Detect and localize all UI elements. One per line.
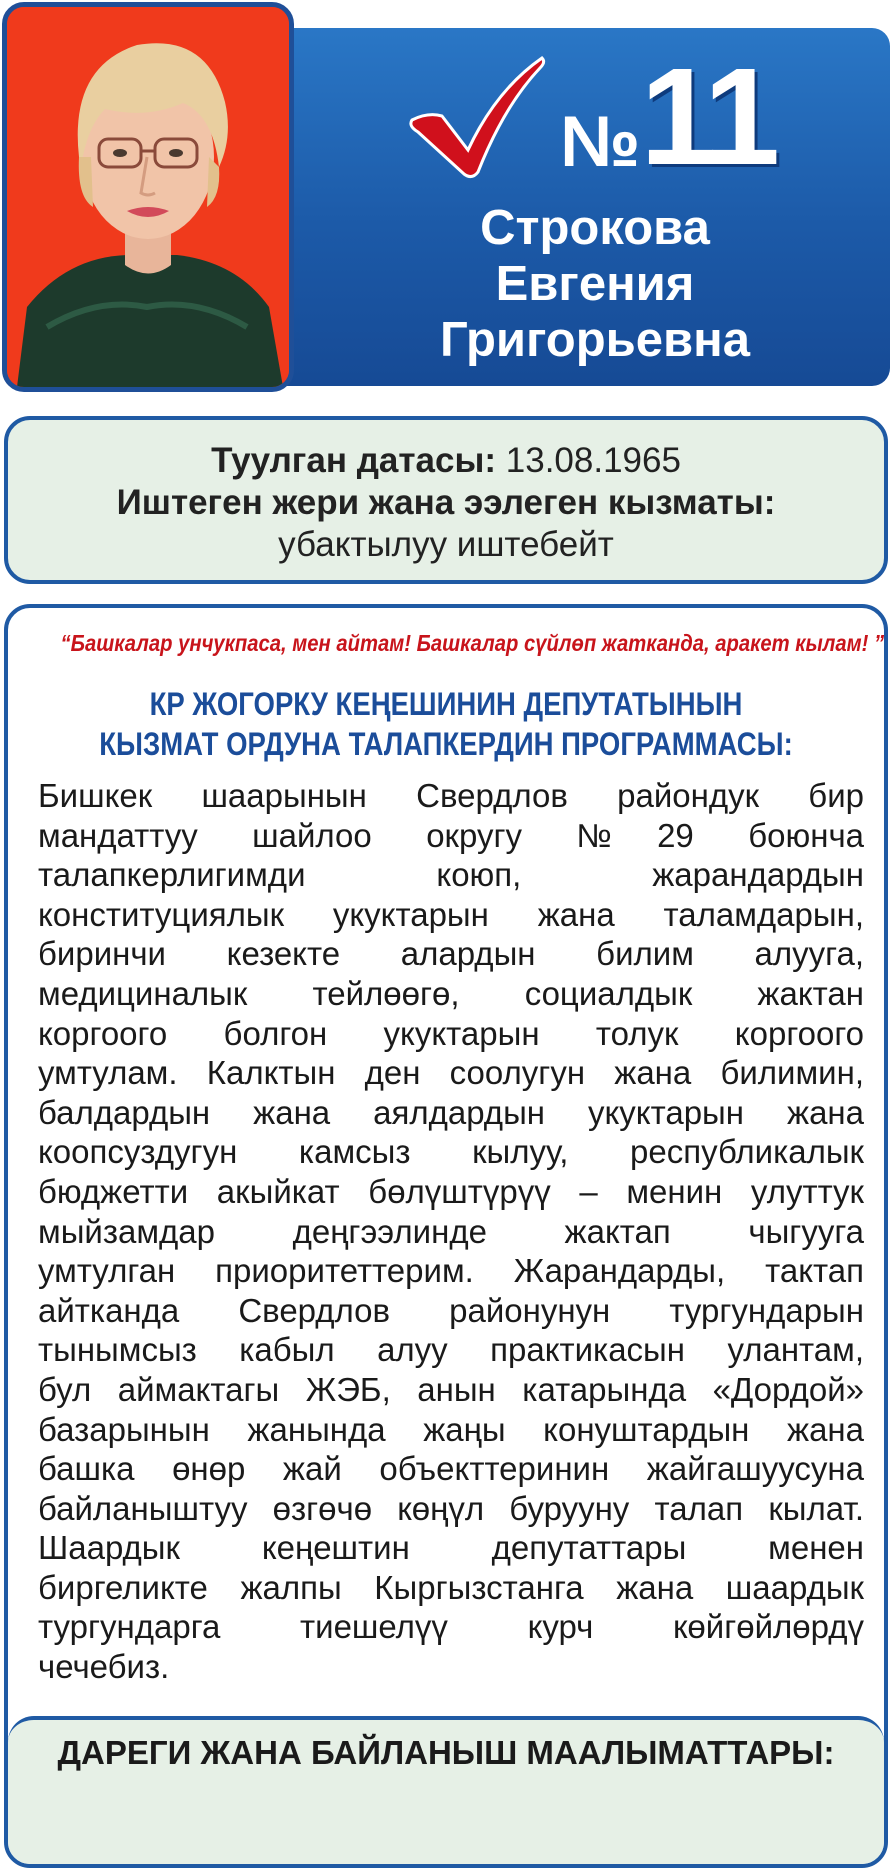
program-line: бюджетти акыйкат бөлүштүрүү – менин улуттук xyxy=(38,1172,864,1210)
program-line: талапкерлигимди коюп, жарандардын xyxy=(38,856,864,894)
program-line: базарынын жанында жаңы конуштардын жана xyxy=(38,1410,864,1448)
slogan: “Башкалар унчукпаса, мен айтам! Башкалар сүйлөп жатканда, аракет кылам! ” xyxy=(60,630,885,656)
patronymic: Григорьевна xyxy=(440,313,750,367)
candidate-name xyxy=(360,200,830,368)
program-line: башка өнөр жай объекттеринин жайгашуусуна xyxy=(38,1450,864,1488)
first-name: Евгения xyxy=(495,257,695,311)
program-line: коргоого болгон укуктарын толук коргоого xyxy=(38,1014,864,1052)
program-line: коопсуздугун камсыз кылуу, республикалык xyxy=(38,1133,864,1171)
program-line: конституциялык укуктарын жана таламдарын, xyxy=(38,895,864,933)
program-line: биринчи кезекте алардын билим алууга, xyxy=(38,935,864,973)
program-line: тургундарга тиешелүү курч көйгөйлөрдү xyxy=(38,1608,864,1646)
contacts-title: ДАРЕГИ ЖАНА БАЙЛАНЫШ МААЛЫМАТТАРЫ: xyxy=(57,1734,835,1771)
number-value: 11 xyxy=(640,40,775,194)
program-panel xyxy=(4,604,888,1868)
work-label: Иштеген жери жана ээлеген кызматы: xyxy=(116,483,776,522)
program-line: мыйзамдар деңгээлинде жактап чыгууга xyxy=(38,1212,864,1250)
candidate-number xyxy=(560,40,860,194)
program-title-line: КР ЖОГОРКУ КЕҢЕШИНИН ДЕПУТАТЫНЫН xyxy=(149,686,743,722)
candidate-photo xyxy=(2,2,294,392)
program-line: умтулган приоритеттерим. Жарандарды, тактап xyxy=(38,1252,864,1290)
program-title-line: КЫЗМАТ ОРДУНА ТАЛАПКЕРДИН ПРОГРАММАСЫ: xyxy=(99,726,793,762)
program-line: мандаттуу шайлоо округу №29 боюнча xyxy=(38,816,864,854)
birth-label: Туулган датасы: xyxy=(211,441,497,480)
program-text xyxy=(38,776,864,1687)
program-line: Шаардык кеңештин депутаттары менен xyxy=(38,1529,864,1567)
work-value: убактылуу иштебейт xyxy=(278,525,614,564)
program-line: тынымсыз кабыл алуу практикасын улантам, xyxy=(38,1331,864,1369)
program-line: медициналык тейлөөгө, социалдык жактан xyxy=(38,974,864,1012)
program-line: биргеликте жалпы Кыргызстанга жана шаардык xyxy=(38,1568,864,1606)
program-line: чечебиз. xyxy=(38,1648,170,1686)
program-title xyxy=(8,684,884,764)
program-line: бул аймактагы ЖЭБ, анын катарында «Дордой» xyxy=(38,1370,864,1408)
program-line: умтулам. Калктын ден соолугун жана билимин, xyxy=(38,1054,864,1092)
program-line: Бишкек шаарынын Свердлов райондук бир xyxy=(38,777,864,814)
program-line: байланыштуу өзгөчө көңүл бурууну талап кылат. xyxy=(38,1489,864,1527)
program-line: балдардын жана аялдардын укуктарын жана xyxy=(38,1093,864,1131)
birth-row xyxy=(8,440,884,482)
checkmark-icon xyxy=(408,54,548,184)
candidate-portrait xyxy=(7,7,289,387)
surname: Строкова xyxy=(480,201,710,255)
program-line: айтканда Свердлов районунун тургундарын xyxy=(38,1291,864,1329)
birth-value: 13.08.1965 xyxy=(505,441,681,480)
contacts-panel xyxy=(8,1716,884,1868)
number-sign: № xyxy=(560,102,641,182)
info-panel xyxy=(4,416,888,584)
